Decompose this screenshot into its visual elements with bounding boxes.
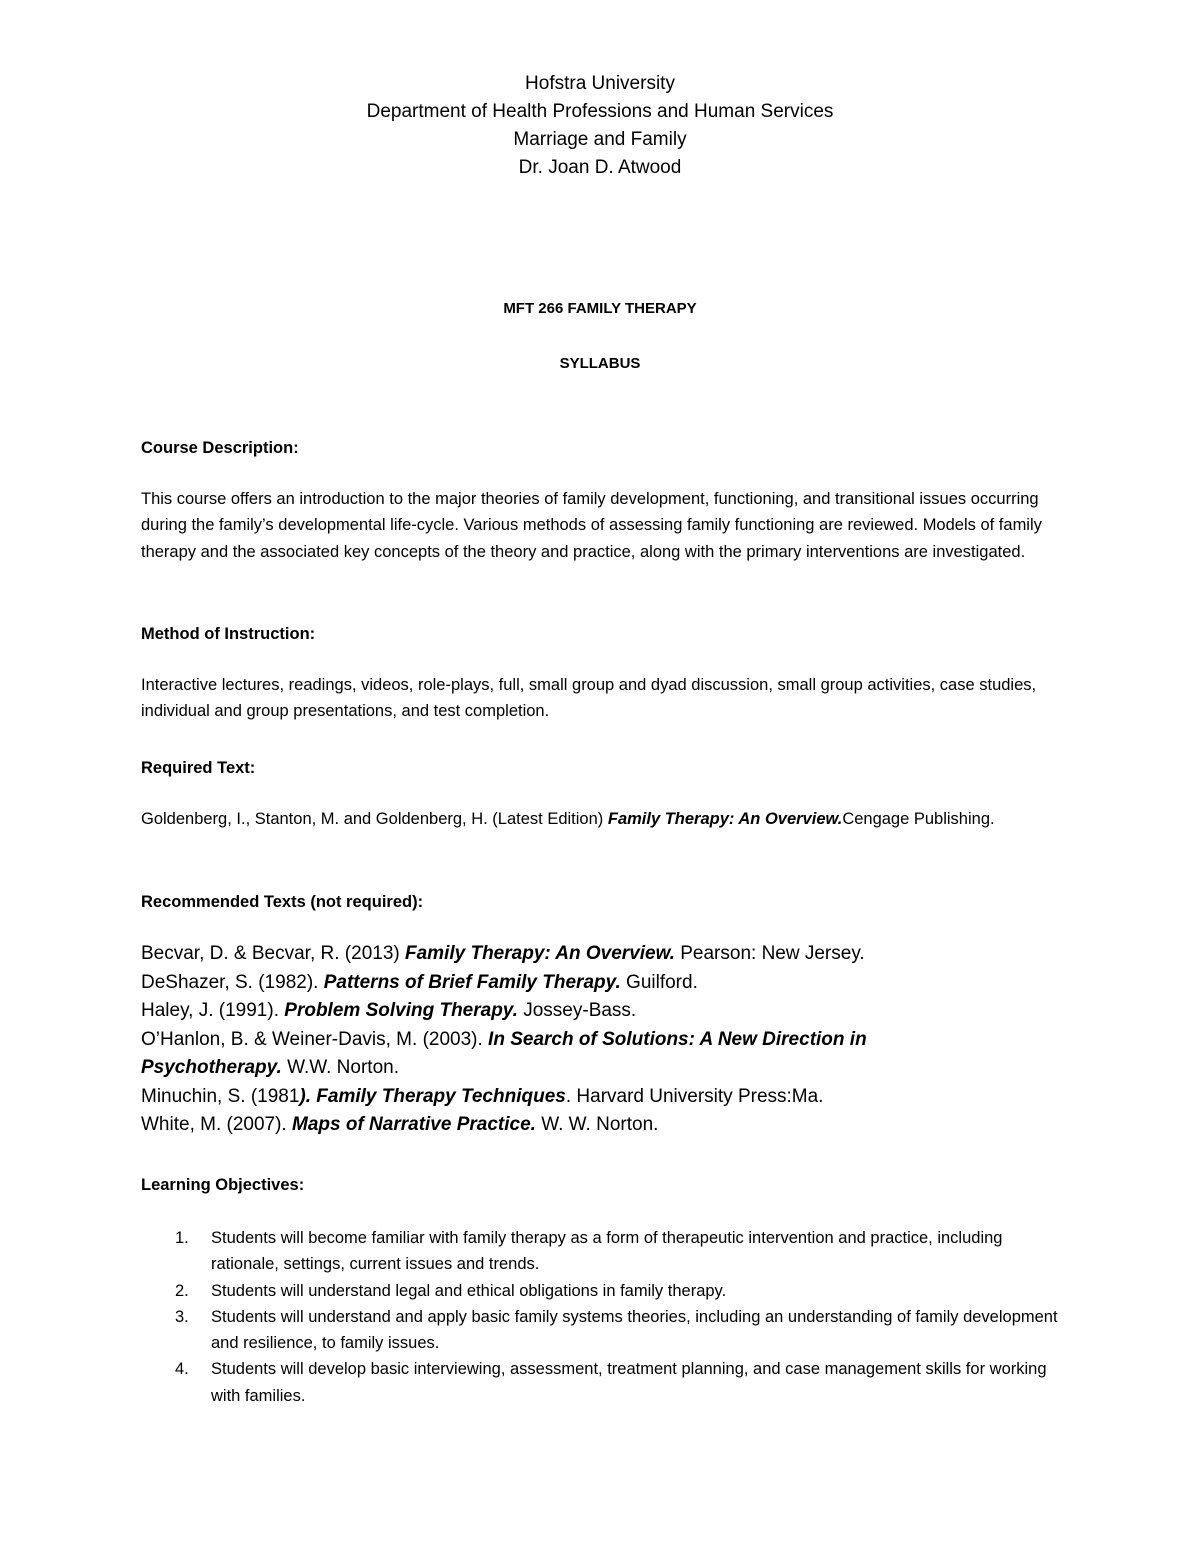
required-text-citation <box>141 806 1071 833</box>
list-item: 1. Students will become familiar with family therapy as a form of therapeutic intervention and practice, including rationale, settings, current issues and trends. <box>175 1229 1003 1274</box>
list-item: O’Hanlon, B. & Weiner-Davis, M. (2003). In Search of Solutions: A New Direction in Psychotherapy. W.W. Norton. <box>141 1028 867 1078</box>
list-item: 4. Students will develop basic interviewing, assessment, treatment planning, and case management skills for working with families. <box>175 1360 1047 1405</box>
list-item: White, M. (2007). Maps of Narrative Practice. W. W. Norton. <box>141 1114 659 1135</box>
program-name: Marriage and Family <box>513 129 687 150</box>
objectives-heading-block <box>141 1172 1071 1199</box>
section-heading: Required Text: <box>141 759 256 777</box>
university-name: Hofstra University <box>525 73 675 94</box>
citation-publisher: Cengage Publishing. <box>842 809 995 828</box>
method-section <box>141 621 1071 725</box>
department-name: Department of Health Professions and Human Services <box>366 101 834 122</box>
course-description-section <box>141 435 1071 565</box>
list-item: 3. Students will understand and apply basic family systems theories, including an understanding of family development and resilience, to family issues. <box>175 1307 1058 1353</box>
list-item: 2. Students will understand legal and ethical obligations in family therapy. <box>175 1281 727 1300</box>
citation-title: Family Therapy: An Overview. <box>607 809 843 828</box>
citation-authors: Goldenberg, I., Stanton, M. and Goldenberg, H. (Latest Edition) <box>141 809 608 828</box>
list-item: Becvar, D. & Becvar, R. (2013) Family Therapy: An Overview. Pearson: New Jersey. <box>141 943 865 964</box>
course-title: MFT 266 FAMILY THERAPY <box>503 300 697 317</box>
course-description-text: This course offers an introduction to the major theories of family development, functioning, and transitional issues occurring during the family’s developmental life-cycle. Various methods of assessing family functioning are reviewed. Models of family therapy and the associated key concepts of the theory and practice, along with the primary interventions are investigated. <box>141 489 1042 561</box>
section-heading: Course Description: <box>141 439 299 457</box>
section-heading: Recommended Texts (not required): <box>141 893 424 911</box>
list-item: Haley, J. (1991). Problem Solving Therapy. Jossey-Bass. <box>141 1000 637 1021</box>
required-text-section <box>141 755 1071 832</box>
list-item: Minuchin, S. (1981). Family Therapy Techniques. Harvard University Press:Ma. <box>141 1085 824 1107</box>
section-heading: Learning Objectives: <box>141 1176 305 1194</box>
section-heading: Method of Instruction: <box>141 625 316 643</box>
recommended-heading-block <box>141 889 1071 916</box>
syllabus-label: SYLLABUS <box>559 355 641 372</box>
list-item: DeShazer, S. (1982). Patterns of Brief Family Therapy. Guilford. <box>141 971 698 993</box>
recommended-texts-list <box>141 940 1071 1140</box>
instructor-name: Dr. Joan D. Atwood <box>518 157 682 178</box>
document-header <box>0 70 1200 182</box>
learning-objectives-list <box>141 1225 1071 1409</box>
method-text: Interactive lectures, readings, videos, role-plays, full, small group and dyad discussion, small group activities, case studies, individual and group presentations, and test completion. <box>141 675 1037 720</box>
